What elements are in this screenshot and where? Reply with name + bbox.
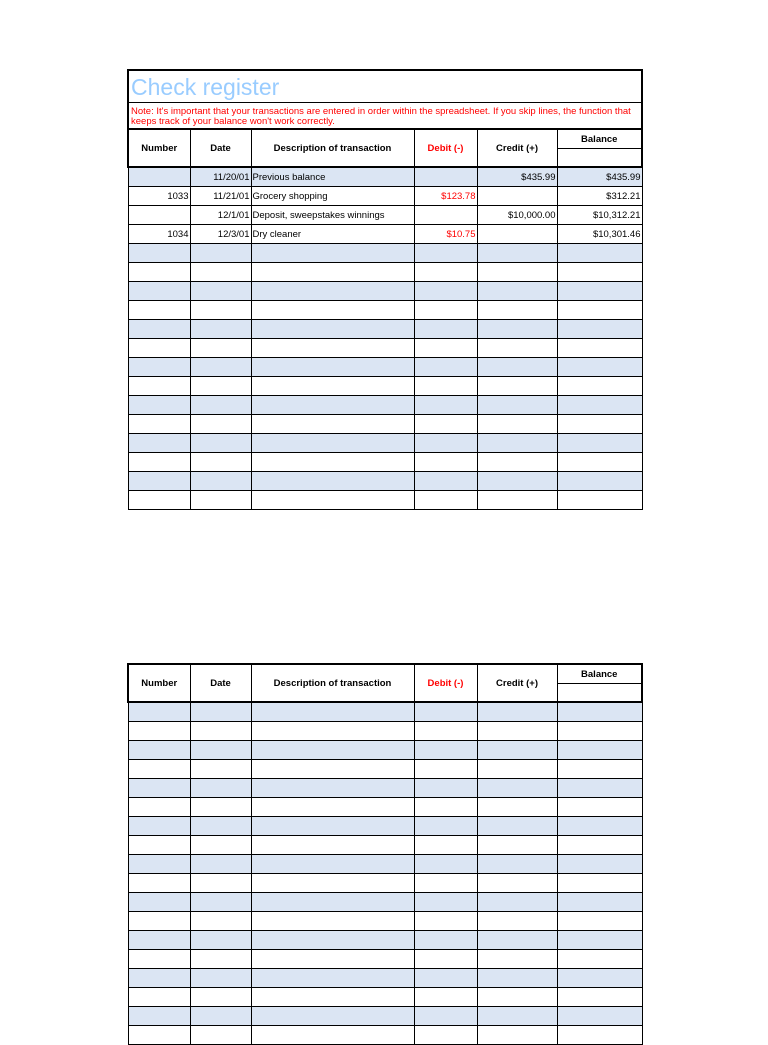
cell-balance[interactable] xyxy=(557,855,642,874)
cell-description[interactable] xyxy=(251,377,414,396)
cell-credit[interactable] xyxy=(477,320,557,339)
table-row xyxy=(128,1007,642,1026)
cell-number[interactable] xyxy=(128,741,190,760)
cell-balance[interactable] xyxy=(557,434,642,453)
cell-credit[interactable]: $10,000.00 xyxy=(477,206,557,225)
cell-description[interactable] xyxy=(251,836,414,855)
cell-credit[interactable] xyxy=(477,969,557,988)
cell-credit[interactable] xyxy=(477,396,557,415)
cell-debit[interactable] xyxy=(414,874,477,893)
cell-balance[interactable] xyxy=(557,453,642,472)
cell-credit[interactable] xyxy=(477,855,557,874)
cell-credit[interactable] xyxy=(477,988,557,1007)
cell-number[interactable]: 1034 xyxy=(128,225,190,244)
header-balance-label: Balance xyxy=(558,665,642,684)
table-row xyxy=(128,453,642,472)
cell-debit[interactable] xyxy=(414,320,477,339)
cell-number[interactable] xyxy=(128,855,190,874)
cell-credit[interactable] xyxy=(477,798,557,817)
cell-debit[interactable] xyxy=(414,339,477,358)
blank-rows xyxy=(128,702,642,1045)
cell-date[interactable] xyxy=(190,988,251,1007)
table-row xyxy=(128,263,642,282)
cell-number[interactable] xyxy=(128,167,190,187)
cell-balance[interactable] xyxy=(557,969,642,988)
cell-date[interactable] xyxy=(190,244,251,263)
cell-date[interactable] xyxy=(190,434,251,453)
table-row xyxy=(128,320,642,339)
cell-date[interactable] xyxy=(190,931,251,950)
header-number: Number xyxy=(128,664,190,702)
cell-description[interactable] xyxy=(251,741,414,760)
cell-credit[interactable] xyxy=(477,741,557,760)
cell-description[interactable] xyxy=(251,301,414,320)
table-row xyxy=(128,931,642,950)
cell-date[interactable] xyxy=(190,415,251,434)
cell-credit[interactable] xyxy=(477,244,557,263)
header-debit: Debit (-) xyxy=(414,664,477,702)
cell-credit[interactable] xyxy=(477,358,557,377)
cell-balance[interactable]: $10,312.21 xyxy=(557,206,642,225)
cell-credit[interactable] xyxy=(477,893,557,912)
cell-number[interactable] xyxy=(128,798,190,817)
cell-debit[interactable]: $10.75 xyxy=(414,225,477,244)
cell-debit[interactable] xyxy=(414,988,477,1007)
header-row xyxy=(128,129,642,167)
cell-number[interactable] xyxy=(128,282,190,301)
cell-number[interactable] xyxy=(128,263,190,282)
cell-description[interactable] xyxy=(251,969,414,988)
cell-debit[interactable] xyxy=(414,1007,477,1026)
cell-debit[interactable] xyxy=(414,779,477,798)
table-row xyxy=(128,301,642,320)
cell-balance[interactable] xyxy=(557,893,642,912)
cell-description[interactable] xyxy=(251,874,414,893)
cell-credit[interactable] xyxy=(477,836,557,855)
cell-debit[interactable] xyxy=(414,263,477,282)
table-row xyxy=(128,817,642,836)
cell-description[interactable] xyxy=(251,282,414,301)
cell-date[interactable]: 12/1/01 xyxy=(190,206,251,225)
cell-debit[interactable] xyxy=(414,817,477,836)
cell-description[interactable] xyxy=(251,950,414,969)
blank-rows xyxy=(128,244,642,510)
header-debit: Debit (-) xyxy=(414,129,477,167)
cell-debit[interactable] xyxy=(414,702,477,722)
cell-number[interactable] xyxy=(128,760,190,779)
cell-description[interactable] xyxy=(251,817,414,836)
cell-date[interactable] xyxy=(190,263,251,282)
cell-number[interactable] xyxy=(128,377,190,396)
cell-number[interactable] xyxy=(128,491,190,510)
cell-number[interactable] xyxy=(128,912,190,931)
header-balance-label: Balance xyxy=(558,130,642,149)
cell-debit[interactable] xyxy=(414,396,477,415)
table-row xyxy=(128,722,642,741)
cell-balance[interactable] xyxy=(557,722,642,741)
cell-debit[interactable] xyxy=(414,491,477,510)
cell-credit[interactable] xyxy=(477,339,557,358)
cell-credit[interactable] xyxy=(477,415,557,434)
table-row xyxy=(128,358,642,377)
cell-date[interactable] xyxy=(190,396,251,415)
cell-credit[interactable] xyxy=(477,912,557,931)
cell-number[interactable] xyxy=(128,206,190,225)
cell-description[interactable] xyxy=(251,244,414,263)
table-row xyxy=(128,950,642,969)
table-row xyxy=(128,225,642,244)
cell-debit[interactable] xyxy=(414,472,477,491)
cell-description[interactable] xyxy=(251,893,414,912)
table-row xyxy=(128,874,642,893)
cell-description[interactable] xyxy=(251,453,414,472)
cell-credit[interactable]: $435.99 xyxy=(477,167,557,187)
table-row xyxy=(128,969,642,988)
cell-number[interactable]: 1033 xyxy=(128,187,190,206)
cell-description[interactable] xyxy=(251,415,414,434)
cell-description[interactable] xyxy=(251,358,414,377)
cell-balance[interactable] xyxy=(557,950,642,969)
cell-date[interactable] xyxy=(190,358,251,377)
instruction-note: Note: It's important that your transactions are entered in order within the spreadsheet. If you skip lines, the function that keeps track of your balance won't work correctly. xyxy=(131,106,631,127)
table-row xyxy=(128,434,642,453)
cell-balance[interactable] xyxy=(557,760,642,779)
cell-description[interactable] xyxy=(251,320,414,339)
cell-number[interactable] xyxy=(128,836,190,855)
cell-balance[interactable] xyxy=(557,836,642,855)
cell-balance[interactable] xyxy=(557,339,642,358)
cell-description[interactable] xyxy=(251,760,414,779)
cell-date[interactable] xyxy=(190,950,251,969)
cell-credit[interactable] xyxy=(477,491,557,510)
cell-date[interactable] xyxy=(190,760,251,779)
cell-credit[interactable] xyxy=(477,722,557,741)
divider xyxy=(129,102,641,103)
header-date: Date xyxy=(190,129,251,167)
cell-credit[interactable] xyxy=(477,950,557,969)
cell-credit[interactable] xyxy=(477,779,557,798)
cell-description[interactable] xyxy=(251,798,414,817)
table-row xyxy=(128,1026,642,1045)
cell-balance[interactable] xyxy=(557,320,642,339)
cell-description[interactable] xyxy=(251,472,414,491)
table-row xyxy=(128,206,642,225)
table-row xyxy=(128,377,642,396)
cell-number[interactable] xyxy=(128,893,190,912)
cell-description[interactable] xyxy=(251,702,414,722)
cell-balance[interactable] xyxy=(557,1026,642,1045)
cell-balance[interactable] xyxy=(557,779,642,798)
cell-credit[interactable] xyxy=(477,1026,557,1045)
cell-credit[interactable] xyxy=(477,301,557,320)
register-table-1 xyxy=(127,128,643,510)
cell-balance[interactable] xyxy=(557,491,642,510)
table-row xyxy=(128,893,642,912)
cell-description[interactable] xyxy=(251,931,414,950)
cell-balance[interactable] xyxy=(557,282,642,301)
table-row xyxy=(128,988,642,1007)
cell-date[interactable] xyxy=(190,453,251,472)
cell-balance[interactable] xyxy=(557,874,642,893)
cell-balance[interactable] xyxy=(557,377,642,396)
cell-date[interactable] xyxy=(190,282,251,301)
cell-credit[interactable] xyxy=(477,434,557,453)
cell-description[interactable] xyxy=(251,491,414,510)
table-row xyxy=(128,912,642,931)
cell-debit[interactable] xyxy=(414,798,477,817)
cell-date[interactable] xyxy=(190,817,251,836)
cell-balance[interactable] xyxy=(557,244,642,263)
cell-debit[interactable] xyxy=(414,1026,477,1045)
cell-number[interactable] xyxy=(128,339,190,358)
cell-debit[interactable] xyxy=(414,836,477,855)
cell-number[interactable] xyxy=(128,472,190,491)
cell-balance[interactable] xyxy=(557,798,642,817)
cell-debit[interactable] xyxy=(414,950,477,969)
table-row xyxy=(128,282,642,301)
cell-credit[interactable] xyxy=(477,377,557,396)
header-description: Description of transaction xyxy=(251,129,414,167)
header-date: Date xyxy=(190,664,251,702)
cell-date[interactable] xyxy=(190,893,251,912)
register-table-2 xyxy=(127,663,643,1045)
cell-balance[interactable] xyxy=(557,1007,642,1026)
cell-credit[interactable] xyxy=(477,931,557,950)
cell-credit[interactable] xyxy=(477,874,557,893)
header-balance xyxy=(557,129,642,167)
cell-date[interactable] xyxy=(190,339,251,358)
table-row xyxy=(128,491,642,510)
cell-description[interactable]: Deposit, sweepstakes winnings xyxy=(251,206,414,225)
cell-date[interactable] xyxy=(190,702,251,722)
cell-credit[interactable] xyxy=(477,760,557,779)
cell-number[interactable] xyxy=(128,320,190,339)
cell-debit[interactable] xyxy=(414,969,477,988)
cell-credit[interactable] xyxy=(477,1007,557,1026)
cell-credit[interactable] xyxy=(477,817,557,836)
cell-date[interactable] xyxy=(190,1026,251,1045)
table-row xyxy=(128,779,642,798)
cell-balance[interactable]: $435.99 xyxy=(557,167,642,187)
table-row xyxy=(128,472,642,491)
cell-number[interactable] xyxy=(128,301,190,320)
cell-debit[interactable] xyxy=(414,415,477,434)
cell-number[interactable] xyxy=(128,874,190,893)
cell-number[interactable] xyxy=(128,415,190,434)
cell-balance[interactable] xyxy=(557,472,642,491)
table-row xyxy=(128,187,642,206)
cell-number[interactable] xyxy=(128,969,190,988)
cell-balance[interactable] xyxy=(557,931,642,950)
cell-debit[interactable] xyxy=(414,722,477,741)
cell-number[interactable] xyxy=(128,396,190,415)
cell-credit[interactable] xyxy=(477,263,557,282)
cell-debit[interactable] xyxy=(414,893,477,912)
cell-debit[interactable] xyxy=(414,301,477,320)
header-description: Description of transaction xyxy=(251,664,414,702)
cell-date[interactable] xyxy=(190,741,251,760)
cell-debit[interactable] xyxy=(414,167,477,187)
cell-debit[interactable] xyxy=(414,206,477,225)
table-row xyxy=(128,798,642,817)
cell-balance[interactable] xyxy=(557,358,642,377)
table-row xyxy=(128,702,642,722)
table-row xyxy=(128,855,642,874)
header-row xyxy=(128,664,642,702)
table-row xyxy=(128,415,642,434)
cell-date[interactable] xyxy=(190,798,251,817)
cell-credit[interactable] xyxy=(477,187,557,206)
cell-debit[interactable] xyxy=(414,741,477,760)
register-title-box xyxy=(127,69,643,131)
header-credit: Credit (+) xyxy=(477,664,557,702)
cell-number[interactable] xyxy=(128,702,190,722)
table-row xyxy=(128,741,642,760)
cell-debit[interactable] xyxy=(414,912,477,931)
cell-number[interactable] xyxy=(128,358,190,377)
cell-number[interactable] xyxy=(128,950,190,969)
page-title: Check register xyxy=(131,74,280,100)
cell-balance[interactable] xyxy=(557,301,642,320)
cell-balance[interactable] xyxy=(557,415,642,434)
cell-number[interactable] xyxy=(128,931,190,950)
cell-description[interactable] xyxy=(251,722,414,741)
cell-credit[interactable] xyxy=(477,282,557,301)
cell-description[interactable] xyxy=(251,912,414,931)
cell-date[interactable] xyxy=(190,1007,251,1026)
cell-credit[interactable] xyxy=(477,702,557,722)
cell-date[interactable] xyxy=(190,912,251,931)
cell-debit[interactable] xyxy=(414,434,477,453)
cell-date[interactable]: 11/21/01 xyxy=(190,187,251,206)
cell-number[interactable] xyxy=(128,1007,190,1026)
cell-description[interactable] xyxy=(251,396,414,415)
cell-balance[interactable] xyxy=(557,817,642,836)
header-balance xyxy=(557,664,642,702)
cell-debit[interactable] xyxy=(414,377,477,396)
table-row xyxy=(128,244,642,263)
cell-balance[interactable]: $312.21 xyxy=(557,187,642,206)
cell-date[interactable] xyxy=(190,836,251,855)
cell-date[interactable] xyxy=(190,472,251,491)
cell-date[interactable]: 11/20/01 xyxy=(190,167,251,187)
cell-credit[interactable] xyxy=(477,472,557,491)
cell-date[interactable] xyxy=(190,320,251,339)
cell-debit[interactable] xyxy=(414,453,477,472)
cell-debit[interactable] xyxy=(414,244,477,263)
table-row xyxy=(128,167,642,187)
cell-description[interactable] xyxy=(251,1026,414,1045)
cell-date[interactable] xyxy=(190,377,251,396)
cell-number[interactable] xyxy=(128,244,190,263)
cell-date[interactable] xyxy=(190,969,251,988)
cell-credit[interactable] xyxy=(477,225,557,244)
cell-credit[interactable] xyxy=(477,453,557,472)
cell-debit[interactable]: $123.78 xyxy=(414,187,477,206)
header-credit: Credit (+) xyxy=(477,129,557,167)
table-row xyxy=(128,339,642,358)
cell-balance[interactable] xyxy=(557,702,642,722)
cell-description[interactable]: Previous balance xyxy=(251,167,414,187)
cell-number[interactable] xyxy=(128,722,190,741)
cell-number[interactable] xyxy=(128,988,190,1007)
cell-debit[interactable] xyxy=(414,855,477,874)
cell-description[interactable] xyxy=(251,1007,414,1026)
header-number: Number xyxy=(128,129,190,167)
table-row xyxy=(128,836,642,855)
cell-date[interactable] xyxy=(190,722,251,741)
cell-description[interactable]: Dry cleaner xyxy=(251,225,414,244)
cell-balance[interactable]: $10,301.46 xyxy=(557,225,642,244)
cell-description[interactable] xyxy=(251,988,414,1007)
cell-description[interactable] xyxy=(251,263,414,282)
cell-date[interactable] xyxy=(190,779,251,798)
cell-balance[interactable] xyxy=(557,988,642,1007)
cell-number[interactable] xyxy=(128,779,190,798)
cell-number[interactable] xyxy=(128,1026,190,1045)
cell-number[interactable] xyxy=(128,817,190,836)
cell-date[interactable] xyxy=(190,874,251,893)
cell-description[interactable] xyxy=(251,779,414,798)
cell-debit[interactable] xyxy=(414,358,477,377)
cell-description[interactable] xyxy=(251,339,414,358)
cell-debit[interactable] xyxy=(414,282,477,301)
cell-number[interactable] xyxy=(128,453,190,472)
table-row xyxy=(128,760,642,779)
cell-balance[interactable] xyxy=(557,263,642,282)
cell-debit[interactable] xyxy=(414,931,477,950)
cell-date[interactable] xyxy=(190,491,251,510)
cell-balance[interactable] xyxy=(557,912,642,931)
table-row xyxy=(128,396,642,415)
cell-date[interactable] xyxy=(190,301,251,320)
cell-date[interactable]: 12/3/01 xyxy=(190,225,251,244)
cell-balance[interactable] xyxy=(557,396,642,415)
cell-number[interactable] xyxy=(128,434,190,453)
cell-description[interactable]: Grocery shopping xyxy=(251,187,414,206)
cell-description[interactable] xyxy=(251,434,414,453)
cell-date[interactable] xyxy=(190,855,251,874)
cell-balance[interactable] xyxy=(557,741,642,760)
cell-debit[interactable] xyxy=(414,760,477,779)
cell-description[interactable] xyxy=(251,855,414,874)
